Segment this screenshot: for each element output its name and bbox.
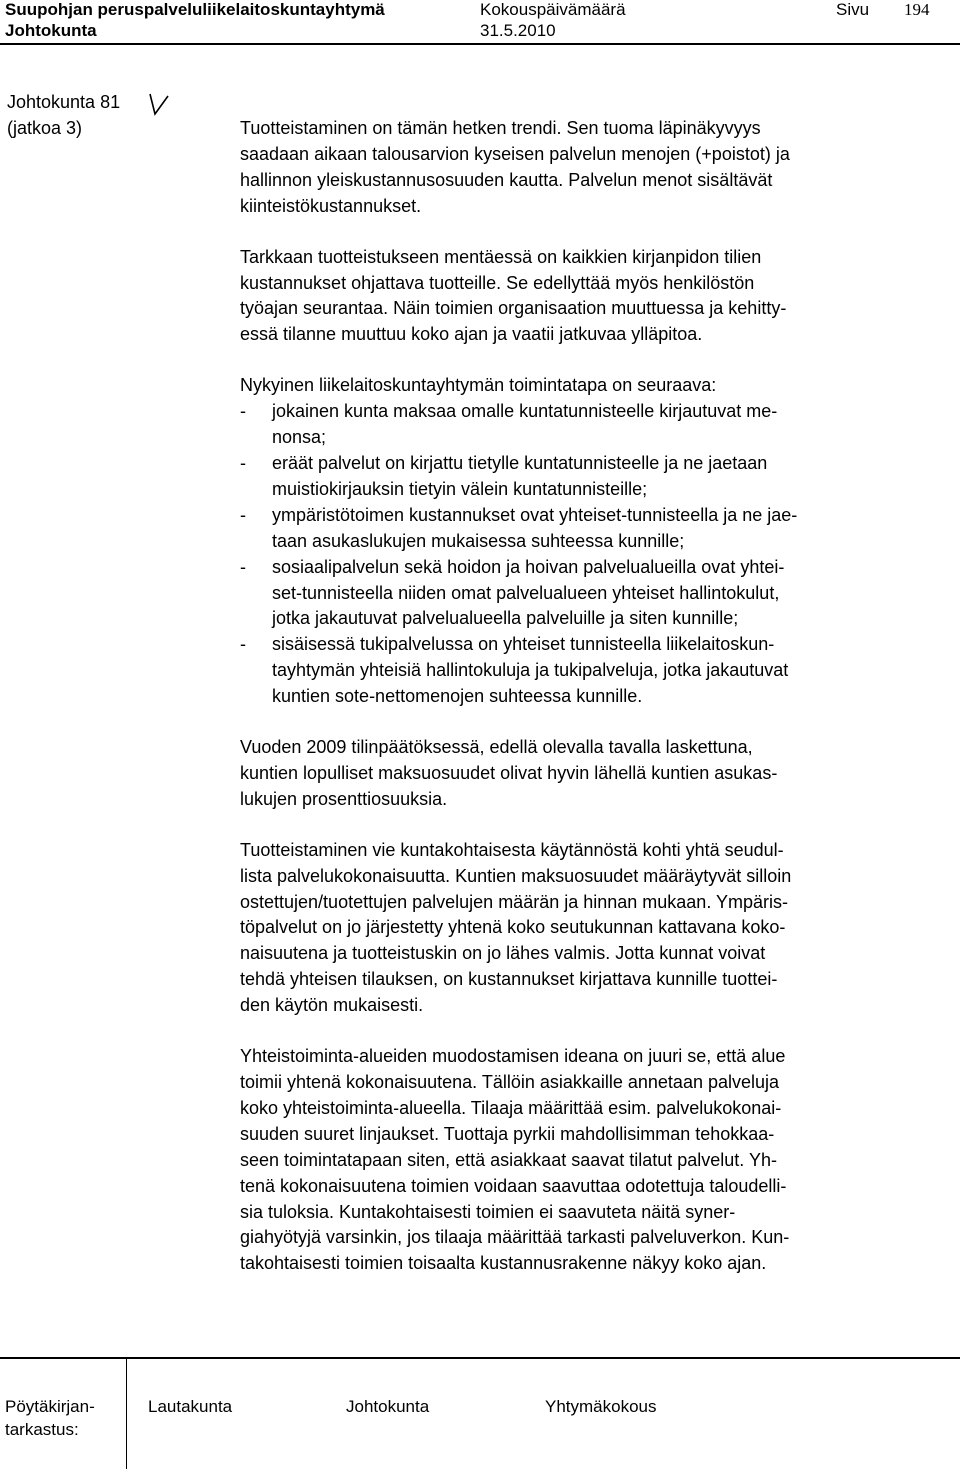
text-line: muistiokirjauksin tietyin välein kuntatunnisteille; bbox=[272, 478, 648, 499]
text-line: kuntien sote-nettomenojen suhteessa kunnille. bbox=[272, 686, 643, 707]
text-line: jotka jakautuvat palvelualueella palveluille ja siten kunnille; bbox=[272, 608, 739, 629]
text-line: tayhtymän yhteisiä hallintokuluja ja tukipalveluja, jotka jakautuvat bbox=[272, 660, 789, 681]
paragraph bbox=[240, 735, 940, 813]
verification-label bbox=[5, 1395, 95, 1441]
text-line: naisuutena ja tuotteistuskin on jo lähes valmis. Jotta kunnat voivat bbox=[240, 943, 766, 964]
section-title: Johtokunta 81 bbox=[7, 92, 121, 112]
paragraph bbox=[240, 245, 940, 349]
list-dash: - bbox=[240, 452, 246, 473]
text-line: taan asukaslukujen mukaisessa suhteessa kunnille; bbox=[272, 530, 685, 551]
meeting-date: 31.5.2010 bbox=[480, 21, 556, 40]
text-line: Yhteistoiminta-alueiden muodostamisen ideana on juuri se, että alue bbox=[240, 1046, 786, 1067]
list-dash: - bbox=[240, 504, 246, 525]
text-line: Vuoden 2009 tilinpäätöksessä, edellä olevalla tavalla laskettuna, bbox=[240, 737, 753, 758]
text-line: töpalvelut on jo järjestetty yhtenä koko seutukunnan kattavana koko- bbox=[240, 917, 786, 938]
text-line: ostettujen/tuotettujen palvelujen määrän ja hinnan mukaan. Ympäris- bbox=[240, 891, 789, 912]
text-line: sisäisessä tukipalvelussa on yhteiset tunnisteella liikelaitoskun- bbox=[272, 634, 775, 655]
list-dash: - bbox=[240, 556, 246, 577]
text-line: hallinnon yleiskustannusosuuden kautta. Palvelun menot sisältävät bbox=[240, 169, 773, 190]
list-item bbox=[240, 451, 940, 503]
meeting-date-label: Kokouspäivämäärä bbox=[480, 0, 626, 19]
document-body bbox=[240, 116, 940, 1302]
text-line: Tuotteistaminen on tämän hetken trendi. Sen tuoma läpinäkyvyys bbox=[240, 118, 761, 138]
text-line: Tarkkaan tuotteistukseen mentäessä on kaikkien kirjanpidon tilien bbox=[240, 246, 762, 267]
text-line: suuden suuret linjaukset. Tuottaja pyrkii mahdollisimman tehokkaa- bbox=[240, 1123, 775, 1144]
body-name: Johtokunta bbox=[5, 21, 97, 40]
section-continuation: (jatkoa 3) bbox=[7, 118, 83, 138]
list-item bbox=[240, 632, 940, 710]
handwritten-check-mark bbox=[146, 90, 172, 120]
signature-col-board: Lautakunta bbox=[148, 1397, 233, 1416]
paragraph bbox=[240, 116, 940, 220]
list-dash: - bbox=[240, 401, 246, 422]
text-line: Tuotteistaminen vie kuntakohtaisesta käytännöstä kohti yhtä seudul- bbox=[240, 839, 784, 860]
header-rule bbox=[0, 43, 960, 45]
text-line: set-tunnisteella niiden omat palvelualueen yhteiset hallintokulut, bbox=[272, 582, 780, 603]
text-line: eräät palvelut on kirjattu tietylle kuntatunnisteelle ja ne jaetaan bbox=[272, 452, 768, 473]
list-item bbox=[240, 555, 940, 633]
paragraph bbox=[240, 1044, 940, 1277]
text-line: kuntien lopulliset maksuosuudet olivat hyvin lähellä kuntien asukas- bbox=[240, 762, 778, 783]
text-line: seen toimintatapaan siten, että asiakkaat saavat tilatut palvelut. Yh- bbox=[240, 1149, 777, 1170]
list-item bbox=[240, 503, 940, 555]
organization-name: Suupohjan peruspalveluliikelaitoskuntayhtymä bbox=[5, 0, 385, 19]
page-label: Sivu bbox=[836, 0, 870, 19]
footer-rule bbox=[0, 1357, 960, 1359]
text-line: takohtaisesti toimien toisaalta kustannusrakenne näkyy koko ajan. bbox=[240, 1253, 767, 1274]
text-line: jokainen kunta maksaa omalle kuntatunnisteelle kirjautuvat me- bbox=[272, 401, 778, 422]
footer-divider bbox=[126, 1359, 127, 1469]
verification-label-line: tarkastus: bbox=[5, 1420, 79, 1439]
text-line: giahyötyjä varsinkin, jos tilaaja määrittää tarkasti palveluverkon. Kun- bbox=[240, 1227, 790, 1248]
text-line: den käytön mukaisesti. bbox=[240, 995, 424, 1016]
text-line: ympäristötoimen kustannukset ovat yhteiset-tunnisteella ja ne jae- bbox=[272, 504, 798, 525]
list-intro: Nykyinen liikelaitoskuntayhtymän toimintatapa on seuraava: bbox=[240, 375, 717, 396]
text-line: essä tilanne muuttuu koko ajan ja vaatii jatkuvaa ylläpitoa. bbox=[240, 324, 703, 345]
list-item bbox=[240, 399, 940, 451]
signature-col-assembly: Yhtymäkokous bbox=[545, 1397, 657, 1416]
text-line: toimii yhtenä kokonaisuutena. Tällöin asiakkaille annetaan palveluja bbox=[240, 1072, 780, 1092]
text-line: lukujen prosenttiosuuksia. bbox=[240, 788, 448, 809]
text-line: tenä kokonaisuutena toimien voidaan saavuttaa odotettuja taloudelli- bbox=[240, 1175, 787, 1196]
section-heading bbox=[7, 89, 120, 141]
current-practice-list bbox=[240, 373, 940, 710]
text-line: kustannukset ohjattava tuotteille. Se edellyttää myös henkilöstön bbox=[240, 272, 755, 293]
text-line: kiinteistökustannukset. bbox=[240, 195, 422, 216]
page-number: 194 bbox=[904, 0, 930, 19]
text-line: sosiaalipalvelun sekä hoidon ja hoivan palvelualueilla ovat yhtei- bbox=[272, 556, 785, 577]
text-line: nonsa; bbox=[272, 427, 327, 448]
text-line: työajan seurantaa. Näin toimien organisaation muuttuessa ja kehitty- bbox=[240, 298, 787, 319]
text-line: koko yhteistoiminta-alueella. Tilaaja määrittää esim. palvelukokonai- bbox=[240, 1097, 782, 1118]
page-footer bbox=[0, 1357, 960, 1469]
list-dash: - bbox=[240, 634, 246, 655]
paragraph bbox=[240, 838, 940, 1019]
text-line: lista palvelukokonaisuutta. Kuntien maksuosuudet määräytyvät silloin bbox=[240, 865, 792, 886]
page-header bbox=[0, 0, 960, 46]
text-line: tehdä yhteisen tilauksen, on kustannukset kirjattava kunnille tuottei- bbox=[240, 969, 778, 990]
text-line: sia tuloksia. Kuntakohtaisesti toimien ei saavuteta näitä syner- bbox=[240, 1201, 736, 1222]
text-line: saadaan aikaan talousarvion kyseisen palvelun menojen (+poistot) ja bbox=[240, 143, 790, 164]
signature-col-directorate: Johtokunta bbox=[346, 1397, 430, 1416]
verification-label-line: Pöytäkirjan- bbox=[5, 1397, 95, 1416]
